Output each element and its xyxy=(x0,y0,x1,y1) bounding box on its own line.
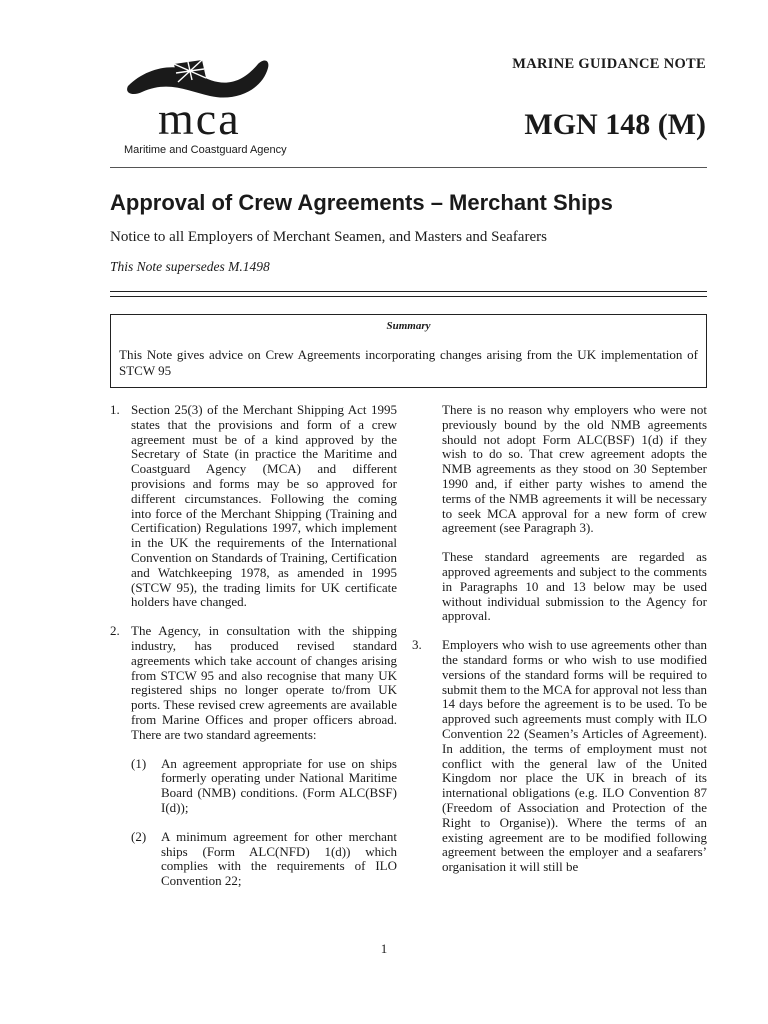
paragraph-number: 1. xyxy=(110,402,120,417)
paragraph-text: Section 25(3) of the Merchant Shipping Act 1995 states that the provisions and form of a crew agreement must be of a kind approved by the Secretary of State (in practice the Maritime and Coastguard Agency (MCA) and different provisions and forms may be so approved for different circumstances. Following the coming into force of the Merchant Shipping (Training and Certification) Regulations 1997, which implement in the UK the requirements of the International Convention on Standards of Training, Certification and Watchkeeping 1978, as amended in 1995 (STCW 95), the trading limits for UK certificate holders have changed. xyxy=(131,402,397,610)
paragraph-2 xyxy=(110,624,397,742)
page-title: Approval of Crew Agreements – Merchant Ships xyxy=(110,190,613,215)
summary-box xyxy=(110,314,707,388)
right-column xyxy=(412,403,707,889)
sub-item-text: An agreement appropriate for use on ships formerly operating under National Maritime Board (NMB) conditions. (Form ALC(BSF) I(d)); xyxy=(161,755,397,815)
paragraph-continuation: There is no reason why employers who were not previously bound by the old NMB agreements should not adopt Form ALC(BSF) 1(d) if they wish to do so. That crew agreement adopts the NMB agreements as they stood on 30 September 1990 and, if either party wishes to amend the terms of the NMB agreements it will be necessary to seek MCA approval for a new form of crew agreement (see Paragraph 3). xyxy=(442,402,707,536)
header-divider xyxy=(110,167,707,168)
supersedes-note: This Note supersedes M.1498 xyxy=(110,259,270,274)
paragraph-number: 3. xyxy=(412,637,422,653)
sub-item-number: (2) xyxy=(131,828,147,844)
sub-item-number: (1) xyxy=(131,755,147,771)
doc-number: MGN 148 (M) xyxy=(524,108,706,141)
mca-logo xyxy=(118,56,318,166)
sub-item-text: A minimum agreement for other merchant ships (Form ALC(NFD) 1(d)) which complies with the requirements of ILO Convention 22; xyxy=(161,828,397,889)
left-column xyxy=(110,403,397,903)
summary-heading: Summary xyxy=(386,320,431,332)
agency-name: Maritime and Coastguard Agency xyxy=(124,144,287,156)
paragraph-text: The Agency, in consultation with the shipping industry, has produced revised standard agreements which take account of changes arising from STCW 95 and also recognise that many UK registered ships no longer operate to/from UK ports. These revised crew agreements are available from Marine Offices and proper officers abroad. There are two standard agreements: xyxy=(131,623,397,742)
paragraph-3 xyxy=(412,638,707,875)
double-divider-top xyxy=(110,291,707,292)
summary-body: This Note gives advice on Crew Agreements incorporating changes arising from the UK implementation of STCW 95 xyxy=(119,347,698,378)
sub-item-2 xyxy=(110,830,397,889)
sub-item-1 xyxy=(110,757,397,816)
paragraph-1 xyxy=(110,403,397,610)
guidance-label: MARINE GUIDANCE NOTE xyxy=(512,56,706,72)
paragraph-number: 2. xyxy=(110,623,120,639)
double-divider-bottom xyxy=(110,296,707,297)
logo-wordmark: mca xyxy=(158,93,241,144)
page-number: 1 xyxy=(380,941,388,956)
page-subtitle: Notice to all Employers of Merchant Seamen, and Masters and Seafarers xyxy=(110,229,547,245)
paragraph-standard-agreements: These standard agreements are regarded as approved agreements and subject to the comments in Paragraphs 10 and 13 below may be used without individual submission to the Agency for approval. xyxy=(442,549,707,624)
paragraph-text: Employers who wish to use agreements other than the standard forms or who wish to use modified versions of the standard forms will be required to submit them to the MCA for approval not less than 14 days before the agreement is to be used. To be approved such agreements must comply with ILO Convention 22 (Seamen’s Articles of Agreement). In addition, the terms of employment must not conflict with the general law of the United Kingdom nor place the UK in breach of its international obligations (e.g. ILO Convention 87 (Freedom of Association and Protection of the Right to Organise)). Where the terms of an existing agreement are to be modified following agreement between the employer and a seafarers’ organisation it will still be xyxy=(442,637,707,875)
